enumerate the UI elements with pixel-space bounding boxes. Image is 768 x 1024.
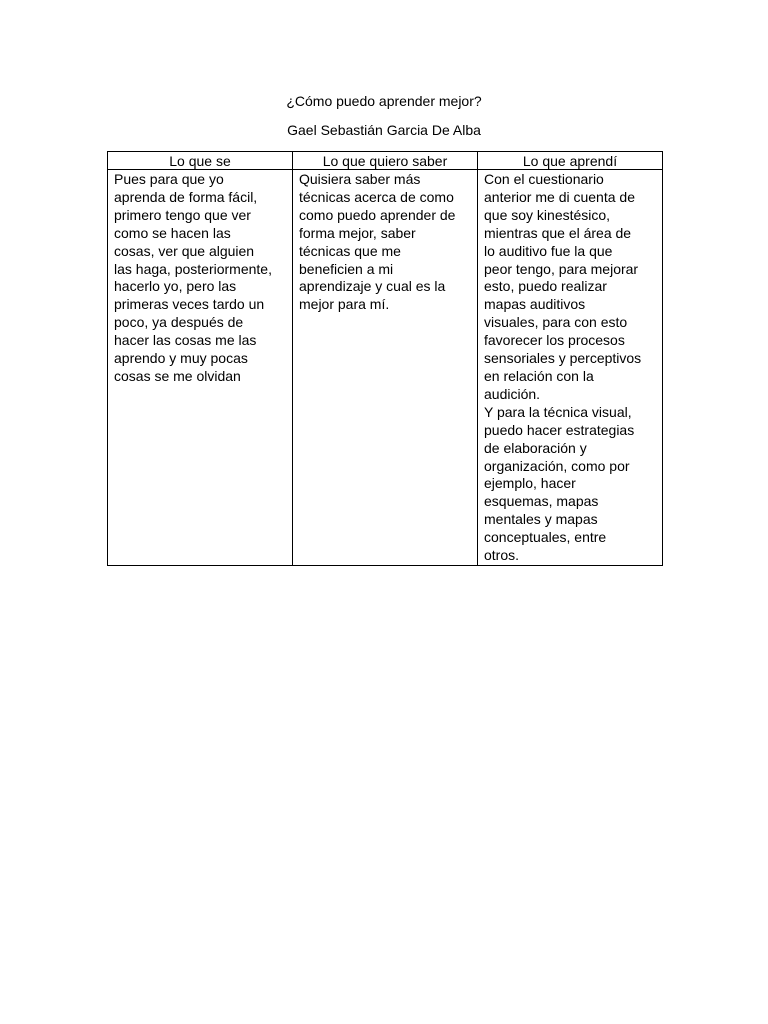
cell-text-line: mapas auditivos bbox=[484, 296, 586, 313]
kwl-table bbox=[107, 151, 663, 566]
cell-text-line: las haga, posteriormente, bbox=[114, 260, 272, 277]
cell-text-line: esto, puedo realizar bbox=[484, 278, 607, 295]
document-title: ¿Cómo puedo aprender mejor? bbox=[286, 93, 482, 109]
cell-text-line: conceptuales, entre bbox=[484, 529, 607, 546]
cell-text-line: mejor para mí. bbox=[299, 296, 390, 313]
header-lo-que-se: Lo que se bbox=[108, 152, 293, 170]
header-lo-que-aprendi: Lo que aprendí bbox=[478, 152, 663, 170]
cell-text-line: mentales y mapas bbox=[484, 511, 598, 528]
cell-lo-que-quiero-saber bbox=[293, 170, 478, 566]
cell-text-line: puedo hacer estrategias bbox=[484, 421, 635, 438]
cell-text-line: beneficien a mi bbox=[299, 260, 394, 277]
cell-text-line: hacerlo yo, pero las bbox=[114, 278, 237, 295]
cell-text-line: aprendizaje y cual es la bbox=[299, 278, 446, 295]
cell-text-line: audición. bbox=[484, 385, 541, 402]
cell-text-line: cosas, ver que alguien bbox=[114, 242, 255, 259]
cell-text-line: peor tengo, para mejorar bbox=[484, 260, 639, 277]
cell-text-line: ejemplo, hacer bbox=[484, 475, 576, 492]
cell-lo-que-se bbox=[108, 170, 293, 566]
cell-text-line: Con el cuestionario bbox=[484, 171, 604, 187]
cell-text-line: cosas se me olvidan bbox=[114, 367, 241, 384]
cell-text-line: técnicas que me bbox=[299, 242, 401, 259]
cell-text-line: primero tengo que ver bbox=[114, 206, 251, 223]
cell-text-line: Quisiera saber más bbox=[299, 171, 421, 187]
cell-text-line: aprenda de forma fácil, bbox=[114, 188, 258, 205]
cell-text-line: Pues para que yo bbox=[114, 171, 224, 187]
cell-text-line: forma mejor, saber bbox=[299, 224, 416, 241]
cell-text-line: esquemas, mapas bbox=[484, 493, 599, 510]
cell-text-line: poco, ya después de bbox=[114, 314, 244, 331]
table-row bbox=[108, 170, 663, 566]
cell-text-line: en relación con la bbox=[484, 367, 594, 384]
table-header-row bbox=[108, 152, 663, 170]
author-name: Gael Sebastián Garcia De Alba bbox=[287, 122, 481, 138]
cell-text-line: mientras que el área de bbox=[484, 224, 632, 241]
cell-text-line: Y para la técnica visual, bbox=[484, 403, 632, 420]
cell-text-line: que soy kinestésico, bbox=[484, 206, 611, 223]
header-lo-que-quiero-saber: Lo que quiero saber bbox=[293, 152, 478, 170]
cell-text-line: técnicas acerca de como bbox=[299, 188, 454, 205]
cell-text-line: aprendo y muy pocas bbox=[114, 350, 248, 367]
cell-text-line: de elaboración y bbox=[484, 439, 587, 456]
cell-text-line: favorecer los procesos bbox=[484, 332, 625, 349]
cell-text-line: organización, como por bbox=[484, 457, 630, 474]
cell-text-line: lo auditivo fue la que bbox=[484, 242, 613, 259]
cell-lo-que-aprendi bbox=[478, 170, 663, 566]
cell-text-line: primeras veces tardo un bbox=[114, 296, 265, 313]
cell-text-line: otros. bbox=[484, 547, 520, 564]
cell-text-line: visuales, para con esto bbox=[484, 314, 628, 331]
cell-text-line: como se hacen las bbox=[114, 224, 231, 241]
cell-text-line: sensoriales y perceptivos bbox=[484, 350, 642, 367]
cell-text-line: anterior me di cuenta de bbox=[484, 188, 635, 205]
cell-text-line: como puedo aprender de bbox=[299, 206, 456, 223]
cell-text-line: hacer las cosas me las bbox=[114, 332, 257, 349]
